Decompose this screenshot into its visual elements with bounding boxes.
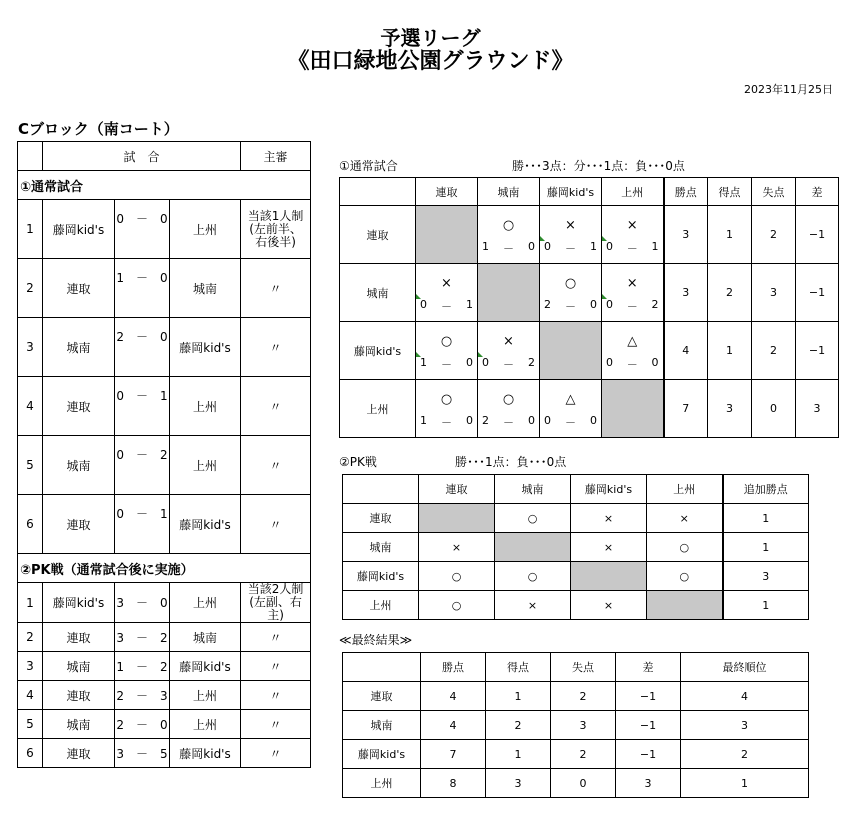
standings-stat: 0	[752, 380, 796, 438]
match-row	[18, 259, 311, 318]
pk-result: ○	[495, 562, 571, 591]
match-header: 試 合	[43, 142, 241, 171]
pk-team: 上州	[343, 591, 419, 620]
team-b: 藤岡kid's	[170, 739, 241, 768]
pk-result: ○	[419, 591, 495, 620]
team-a: 藤岡kid's	[43, 200, 115, 259]
match-row	[18, 318, 311, 377]
standings-stat: 2	[708, 264, 752, 322]
score-dash: －	[503, 242, 514, 255]
header-blank	[18, 142, 43, 171]
referee: 〃	[241, 623, 311, 652]
final-value: 3	[551, 711, 616, 740]
standings-col-header: 差	[796, 178, 839, 206]
referee: 〃	[241, 318, 311, 377]
result-symbol: ○	[564, 276, 577, 291]
standings-row	[340, 264, 839, 322]
standings-stat: −1	[796, 206, 839, 264]
standings-row	[340, 380, 839, 438]
match-row	[18, 710, 311, 739]
result-cell	[478, 206, 540, 264]
marker-triangle-icon	[540, 236, 545, 241]
match-row	[18, 436, 311, 495]
score-dash: －	[441, 300, 452, 313]
pk-added-points: 1	[723, 591, 809, 620]
pk-rule: 勝･･･1点：負･･･0点	[455, 455, 567, 469]
match-score: 0 － 1	[116, 389, 168, 403]
match-score: 0 － 1	[116, 507, 168, 521]
pk-result: ×	[419, 533, 495, 562]
match-score: 3 － 0	[115, 583, 170, 623]
final-value: 8	[421, 769, 486, 798]
final-col-header: 差	[616, 653, 681, 682]
score-dash: －	[565, 242, 576, 255]
final-value: 2	[681, 740, 809, 769]
pk-team: 藤岡kid's	[343, 562, 419, 591]
standings-stat: 2	[752, 322, 796, 380]
final-col-header: 勝点	[421, 653, 486, 682]
final-value: −1	[616, 682, 681, 711]
score-left: 2	[482, 414, 489, 427]
match-no: 1	[18, 200, 43, 259]
final-team: 城南	[343, 711, 421, 740]
final-value: 1	[486, 740, 551, 769]
result-symbol: ○	[440, 334, 453, 349]
result-cell	[416, 264, 478, 322]
pk-result: ○	[419, 562, 495, 591]
result-score	[482, 356, 535, 372]
final-value: 2	[551, 682, 616, 711]
standings-row	[340, 206, 839, 264]
referee: 〃	[241, 259, 311, 318]
pk-added-points: 1	[723, 533, 809, 562]
match-score: 0 － 0	[116, 212, 168, 226]
result-symbol: ○	[440, 392, 453, 407]
standings-label: ①通常試合	[339, 159, 398, 173]
result-symbol: ×	[626, 276, 638, 291]
match-no: 1	[18, 583, 43, 623]
team-b: 上州	[170, 377, 241, 436]
pk-result: ×	[571, 504, 647, 533]
final-row	[343, 769, 809, 798]
score-right: 2	[528, 356, 535, 369]
result-symbol: △	[627, 334, 638, 349]
marker-triangle-icon	[416, 294, 421, 299]
referee: 〃	[241, 495, 311, 554]
venue-title: 《田口緑地公園グラウンド》	[287, 49, 574, 74]
result-symbol: ×	[441, 276, 452, 291]
team-a: 連取	[43, 623, 115, 652]
match-no: 3	[18, 652, 43, 681]
self-match-cell	[478, 264, 540, 322]
self-match-cell	[540, 322, 602, 380]
final-value: 2	[486, 711, 551, 740]
referee: 〃	[241, 436, 311, 495]
score-left: 1	[420, 414, 427, 427]
standings-stat: 3	[664, 264, 708, 322]
standings-stat: 7	[664, 380, 708, 438]
final-value: 3	[681, 711, 809, 740]
result-symbol: ×	[565, 218, 576, 233]
result-score	[482, 240, 535, 256]
self-match-cell	[495, 533, 571, 562]
score-right: 0	[528, 414, 535, 427]
section-normal: ①通常試合	[18, 171, 311, 200]
result-cell	[416, 380, 478, 438]
pk-col-header: 上州	[647, 475, 723, 504]
marker-triangle-icon	[602, 236, 607, 241]
marker-triangle-icon	[478, 352, 483, 357]
result-cell	[478, 380, 540, 438]
result-cell	[416, 322, 478, 380]
match-schedule-table	[17, 141, 311, 768]
match-row	[18, 623, 311, 652]
match-row	[18, 200, 311, 259]
referee: 当該1人制 (左前半、 右後半)	[241, 200, 311, 259]
pk-col-header: 追加勝点	[723, 475, 809, 504]
referee: 〃	[241, 377, 311, 436]
team-a: 連取	[43, 739, 115, 768]
match-score: 2 － 0	[115, 710, 170, 739]
match-no: 2	[18, 259, 43, 318]
team-b: 藤岡kid's	[170, 495, 241, 554]
result-cell	[602, 206, 664, 264]
result-symbol: ○	[502, 218, 515, 233]
marker-triangle-icon	[416, 352, 421, 357]
result-symbol: ○	[502, 392, 515, 407]
score-cell	[115, 259, 170, 318]
result-cell	[540, 380, 602, 438]
match-no: 2	[18, 623, 43, 652]
standings-stat: 4	[664, 322, 708, 380]
standings-team: 連取	[340, 206, 416, 264]
match-row	[18, 739, 311, 768]
standings-corner	[340, 178, 416, 206]
score-right: 1	[590, 240, 597, 253]
score-right: 2	[651, 298, 659, 311]
standings-col-header: 城南	[478, 178, 540, 206]
final-col-header: 失点	[551, 653, 616, 682]
result-score	[606, 356, 659, 372]
result-symbol: ×	[626, 218, 638, 233]
block-title: Cブロック（南コート）	[18, 120, 179, 138]
score-right: 0	[466, 414, 473, 427]
standings-stat: 3	[752, 264, 796, 322]
match-score: 2 － 0	[116, 330, 168, 344]
result-symbol: ×	[503, 334, 514, 349]
score-cell	[115, 318, 170, 377]
pk-team: 城南	[343, 533, 419, 562]
referee: 〃	[241, 681, 311, 710]
team-b: 藤岡kid's	[170, 652, 241, 681]
match-score: 3 － 2	[115, 623, 170, 652]
standings-table	[339, 177, 839, 438]
standings-col-header: 失点	[752, 178, 796, 206]
team-b: 上州	[170, 436, 241, 495]
score-cell	[115, 200, 170, 259]
pk-row	[343, 533, 809, 562]
team-b: 藤岡kid's	[170, 318, 241, 377]
team-a: 連取	[43, 495, 115, 554]
standings-stat: 3	[708, 380, 752, 438]
score-dash: －	[503, 358, 514, 371]
pk-result: ×	[647, 504, 723, 533]
self-match-cell	[419, 504, 495, 533]
score-cell	[115, 436, 170, 495]
match-no: 4	[18, 681, 43, 710]
pk-added-points: 1	[723, 504, 809, 533]
result-score	[544, 298, 597, 314]
final-corner	[343, 653, 421, 682]
team-a: 城南	[43, 710, 115, 739]
score-right: 0	[466, 356, 473, 369]
result-score	[420, 356, 473, 372]
final-label: ≪最終結果≫	[339, 633, 413, 647]
match-row	[18, 495, 311, 554]
final-value: 3	[616, 769, 681, 798]
standings-stat: 3	[664, 206, 708, 264]
result-score	[544, 414, 597, 430]
match-score: 2 － 3	[115, 681, 170, 710]
final-table	[342, 652, 809, 798]
score-cell	[115, 495, 170, 554]
pk-row	[343, 591, 809, 620]
team-a: 連取	[43, 259, 115, 318]
pk-col-header: 城南	[495, 475, 571, 504]
score-right: 1	[651, 240, 659, 253]
final-value: 2	[551, 740, 616, 769]
standings-team: 上州	[340, 380, 416, 438]
final-value: −1	[616, 740, 681, 769]
match-no: 5	[18, 710, 43, 739]
pk-table	[342, 474, 809, 620]
result-score	[606, 298, 659, 314]
pk-result: ×	[495, 591, 571, 620]
team-a: 連取	[43, 681, 115, 710]
team-a: 藤岡kid's	[43, 583, 115, 623]
team-a: 連取	[43, 377, 115, 436]
team-b: 城南	[170, 259, 241, 318]
standings-row	[340, 322, 839, 380]
final-col-header: 最終順位	[681, 653, 809, 682]
section-pk: ②PK戦（通常試合後に実施）	[18, 554, 311, 583]
result-cell	[540, 264, 602, 322]
final-col-header: 得点	[486, 653, 551, 682]
pk-result: ○	[647, 533, 723, 562]
date-label: 2023年11月25日	[744, 83, 833, 96]
team-b: 上州	[170, 200, 241, 259]
final-value: 4	[421, 682, 486, 711]
result-cell	[602, 264, 664, 322]
result-score	[606, 240, 659, 256]
pk-row	[343, 504, 809, 533]
final-value: −1	[616, 711, 681, 740]
team-b: 城南	[170, 623, 241, 652]
score-left: 0	[606, 298, 613, 311]
final-row	[343, 711, 809, 740]
pk-row	[343, 562, 809, 591]
score-dash: －	[626, 358, 638, 371]
score-right: 0	[651, 356, 659, 369]
match-no: 6	[18, 739, 43, 768]
result-cell	[478, 322, 540, 380]
standings-col-header: 得点	[708, 178, 752, 206]
match-no: 6	[18, 495, 43, 554]
score-left: 0	[606, 240, 613, 253]
score-left: 1	[482, 240, 489, 253]
final-row	[343, 682, 809, 711]
standings-col-header: 勝点	[664, 178, 708, 206]
referee-header: 主審	[241, 142, 311, 171]
score-dash: －	[626, 242, 638, 255]
final-team: 連取	[343, 682, 421, 711]
standings-stat: 1	[708, 206, 752, 264]
match-row	[18, 583, 311, 623]
result-score	[482, 414, 535, 430]
standings-stat: −1	[796, 322, 839, 380]
score-dash: －	[441, 416, 452, 429]
marker-triangle-icon	[602, 294, 607, 299]
pk-corner	[343, 475, 419, 504]
final-team: 藤岡kid's	[343, 740, 421, 769]
team-a: 城南	[43, 318, 115, 377]
standings-stat: −1	[796, 264, 839, 322]
team-b: 上州	[170, 583, 241, 623]
pk-label: ②PK戦	[339, 455, 377, 469]
score-left: 1	[420, 356, 427, 369]
team-a: 城南	[43, 436, 115, 495]
match-no: 5	[18, 436, 43, 495]
score-left: 0	[544, 414, 551, 427]
standings-team: 城南	[340, 264, 416, 322]
match-row	[18, 377, 311, 436]
result-cell	[540, 206, 602, 264]
score-left: 0	[606, 356, 613, 369]
final-value: 4	[681, 682, 809, 711]
team-a: 城南	[43, 652, 115, 681]
pk-added-points: 3	[723, 562, 809, 591]
match-no: 4	[18, 377, 43, 436]
final-value: 4	[421, 711, 486, 740]
self-match-cell	[647, 591, 723, 620]
referee: 当該2人制 (左副、右主)	[241, 583, 311, 623]
pk-result: ×	[571, 533, 647, 562]
match-score: 3 － 5	[115, 739, 170, 768]
final-value: 3	[486, 769, 551, 798]
final-value: 7	[421, 740, 486, 769]
score-dash: －	[503, 416, 514, 429]
referee: 〃	[241, 710, 311, 739]
match-score: 0 － 2	[116, 448, 168, 462]
standings-col-header: 上州	[602, 178, 664, 206]
final-value: 0	[551, 769, 616, 798]
score-left: 2	[544, 298, 551, 311]
standings-stat: 2	[752, 206, 796, 264]
pk-col-header: 藤岡kid's	[571, 475, 647, 504]
team-b: 上州	[170, 710, 241, 739]
final-team: 上州	[343, 769, 421, 798]
score-cell	[115, 377, 170, 436]
match-score: 1 － 2	[115, 652, 170, 681]
score-left: 0	[482, 356, 489, 369]
match-no: 3	[18, 318, 43, 377]
score-right: 0	[590, 298, 597, 311]
standings-rule: 勝･･･3点：分･･･1点：負･･･0点	[512, 159, 685, 173]
score-dash: －	[565, 300, 576, 313]
match-row	[18, 681, 311, 710]
team-b: 上州	[170, 681, 241, 710]
standings-col-header: 藤岡kid's	[540, 178, 602, 206]
result-score	[420, 298, 473, 314]
final-value: 1	[681, 769, 809, 798]
final-row	[343, 740, 809, 769]
pk-col-header: 連取	[419, 475, 495, 504]
score-right: 0	[590, 414, 597, 427]
page-title: 予選リーグ	[380, 26, 481, 50]
referee: 〃	[241, 739, 311, 768]
self-match-cell	[602, 380, 664, 438]
score-left: 0	[420, 298, 427, 311]
standings-stat: 1	[708, 322, 752, 380]
result-symbol: △	[565, 392, 576, 407]
self-match-cell	[416, 206, 478, 264]
score-dash: －	[626, 300, 638, 313]
pk-team: 連取	[343, 504, 419, 533]
pk-result: ○	[495, 504, 571, 533]
score-right: 1	[466, 298, 473, 311]
score-dash: －	[441, 358, 452, 371]
final-value: 1	[486, 682, 551, 711]
self-match-cell	[571, 562, 647, 591]
result-cell	[602, 322, 664, 380]
match-score: 1 － 0	[116, 271, 168, 285]
score-left: 0	[544, 240, 551, 253]
result-score	[420, 414, 473, 430]
standings-team: 藤岡kid's	[340, 322, 416, 380]
result-score	[544, 240, 597, 256]
referee: 〃	[241, 652, 311, 681]
score-dash: －	[565, 416, 576, 429]
pk-result: ×	[571, 591, 647, 620]
standings-col-header: 連取	[416, 178, 478, 206]
score-right: 0	[528, 240, 535, 253]
standings-stat: 3	[796, 380, 839, 438]
pk-result: ○	[647, 562, 723, 591]
match-row	[18, 652, 311, 681]
